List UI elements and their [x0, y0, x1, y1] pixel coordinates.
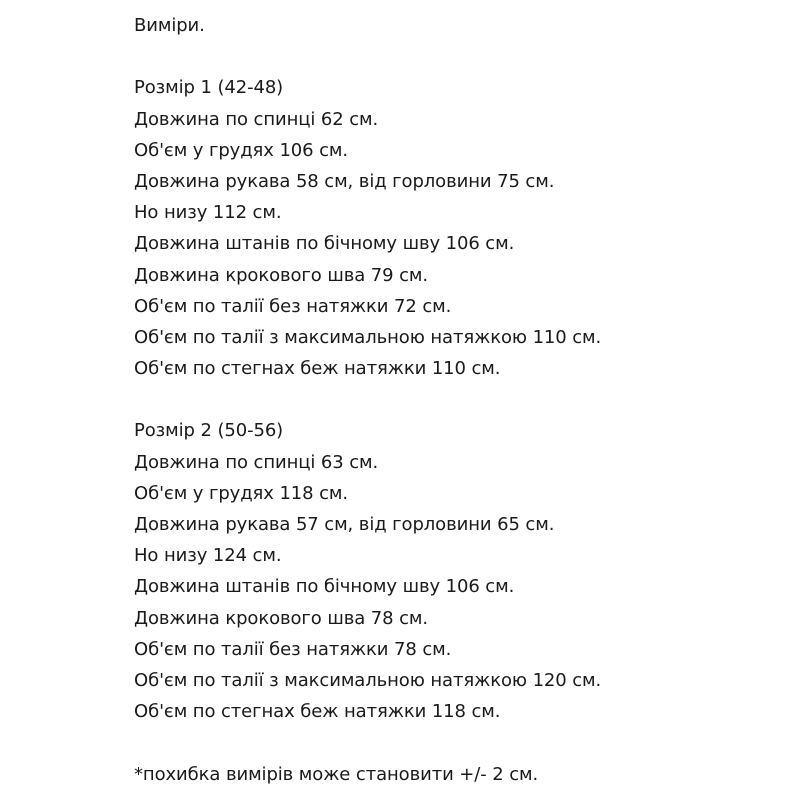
- size-1-waist-stretched: Об'єм по талії з максимальною натяжкою 110 см.: [134, 326, 602, 348]
- measurements-document: [134, 10, 784, 790]
- size-2-waist-relaxed: Об'єм по талії без натяжки 78 см.: [134, 638, 452, 660]
- size-2-section: [134, 415, 784, 727]
- spacer: [134, 41, 784, 72]
- spacer: [134, 727, 784, 758]
- size-1-section: [134, 72, 784, 384]
- size-1-inseam: Довжина крокового шва 79 см.: [134, 264, 428, 286]
- size-1-waist-relaxed: Об'єм по талії без натяжки 72 см.: [134, 295, 452, 317]
- size-1-back-length: Довжина по спинці 62 см.: [134, 108, 379, 130]
- size-1-chest: Об'єм у грудях 106 см.: [134, 139, 349, 161]
- size-2-hips: Об'єм по стегнах беж натяжки 118 см.: [134, 701, 501, 723]
- size-2-back-length: Довжина по спинці 63 см.: [134, 451, 379, 473]
- size-1-hips: Об'єм по стегнах беж натяжки 110 см.: [134, 358, 501, 380]
- spacer: [134, 384, 784, 415]
- size-1-hem: Но низу 112 см.: [134, 202, 282, 224]
- document-title: Виміри.: [134, 15, 205, 36]
- size-1-sleeve: Довжина рукава 58 см, від горловини 75 см.: [134, 170, 555, 192]
- size-2-inseam: Довжина крокового шва 78 см.: [134, 607, 428, 629]
- size-2-heading: Розмір 2 (50-56): [134, 420, 284, 442]
- footnote: *похибка вимірів може становити +/- 2 см.: [134, 763, 539, 785]
- size-1-pants-side-seam: Довжина штанів по бічному шву 106 см.: [134, 233, 515, 255]
- size-2-sleeve: Довжина рукава 57 см, від горловини 65 см.: [134, 514, 555, 535]
- size-2-hem: Но низу 124 см.: [134, 545, 282, 567]
- size-2-waist-stretched: Об'єм по талії з максимальною натяжкою 120 см.: [134, 669, 602, 691]
- size-1-heading: Розмір 1 (42-48): [134, 77, 284, 99]
- size-2-pants-side-seam: Довжина штанів по бічному шву 106 см.: [134, 576, 515, 598]
- size-2-chest: Об'єм у грудях 118 см.: [134, 482, 349, 504]
